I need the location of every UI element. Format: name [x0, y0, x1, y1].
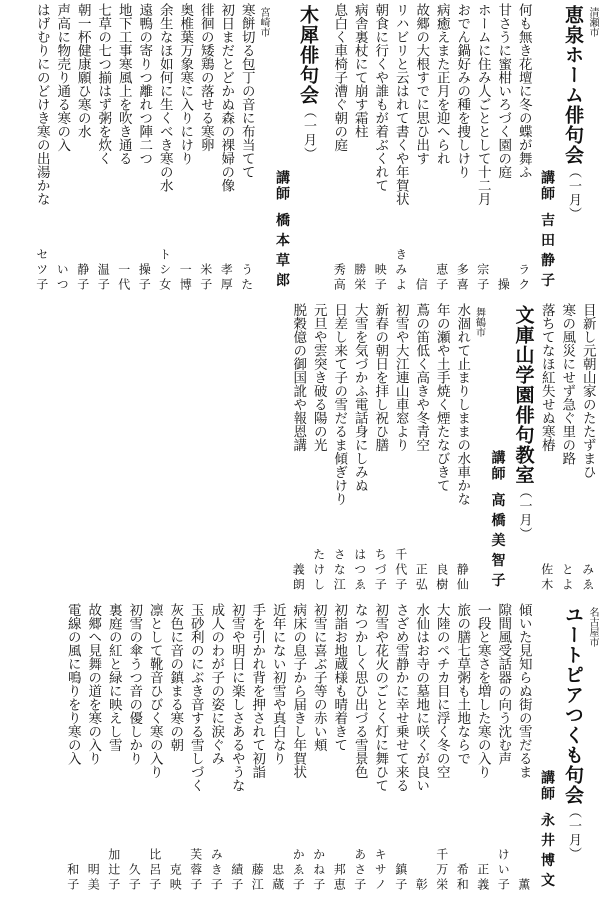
haiku-entry — [165, 603, 186, 893]
haiku-entry — [124, 603, 145, 893]
haiku-author: 藤江 — [250, 863, 265, 893]
haiku-entry — [350, 303, 371, 593]
haiku-author: 恵子 — [434, 263, 449, 293]
haiku-author: セツ子 — [34, 248, 49, 293]
haiku-entry — [52, 3, 73, 293]
haiku-author: 千代子 — [393, 548, 408, 593]
haiku-author: かゑ子 — [291, 848, 306, 893]
haiku-author: 温子 — [96, 263, 111, 293]
haiku-entry — [114, 3, 135, 293]
mokusei-region: 宮崎市 — [258, 7, 269, 37]
haiku-entry — [247, 603, 268, 893]
haiku-author: ラク — [516, 263, 531, 293]
haiku-text: 甘さうに蜜柑いろづく園の庭 — [495, 3, 512, 179]
haiku-author: 映子 — [373, 263, 388, 293]
haiku-entry — [268, 603, 289, 893]
haiku-author: 加辻子 — [106, 848, 121, 893]
haiku-text: 水涸れて止まりしままの水車かな — [454, 303, 471, 506]
haiku-text: おでん鍋好みの種を捜しけり — [454, 3, 471, 179]
haiku-text: 何も無き花壇に冬の蝶が舞ふ — [515, 3, 532, 179]
haiku-entry — [196, 3, 217, 293]
haiku-entry — [493, 3, 514, 293]
haiku-author: 義朗 — [291, 563, 306, 593]
haiku-text: はげむりにのどけき寒の出湯かな — [33, 3, 50, 206]
haiku-text: 朝一杯健康願ひ寒の水 — [74, 3, 91, 138]
section-gap — [55, 603, 63, 893]
haiku-author: あさ子 — [352, 848, 367, 893]
haiku-text: 故郷の大根すでに思ひ出す — [413, 3, 430, 165]
haiku-author: 孝厚 — [219, 263, 234, 293]
mokusei-title-month: （一月） — [301, 105, 316, 161]
haiku-author: とよ — [560, 563, 575, 593]
haiku-entry — [309, 603, 330, 893]
haiku-entry — [473, 603, 494, 893]
bunko-title-month: （一月） — [516, 485, 532, 541]
haiku-entry — [411, 3, 432, 293]
haiku-text: 灰色に音の鎮まる寒の朝 — [167, 603, 184, 752]
utopia-title-col — [560, 603, 586, 893]
mokusei-teacher-label: 講師 — [274, 170, 290, 203]
haiku-author: みき子 — [209, 848, 224, 893]
keisen-teacher-label: 講師 — [539, 170, 555, 203]
haiku-entry — [473, 3, 494, 293]
haiku-text: 余生なほ如何に生くべき寒の水 — [156, 3, 173, 192]
haiku-author: 操 — [496, 278, 511, 293]
haiku-text: 寒餅切る包丁の音に布当てて — [238, 3, 255, 179]
haiku-author: 忠蔵 — [270, 863, 285, 893]
haiku-text: 七草の七つ揃はず粥を炊く — [95, 3, 112, 165]
haiku-text: 初雪に喜ぶ子等の赤い頬 — [310, 603, 327, 752]
haiku-author: 勝栄 — [352, 263, 367, 293]
bunko-title-col — [511, 303, 537, 593]
haiku-entry — [557, 303, 578, 593]
haiku-author: 正弘 — [414, 563, 429, 593]
haiku-text: なつかしく思ひ出づる雪景色 — [351, 603, 368, 779]
haiku-text: 日差し来て子の雪だるま傾ぎけり — [331, 303, 348, 506]
haiku-author: 薫 — [516, 878, 531, 893]
haiku-entry — [227, 603, 248, 893]
bunko-section — [288, 303, 537, 595]
haiku-text: 凛として靴音ひびく寒の入り — [146, 603, 163, 779]
bunko-region: 舞鶴市 — [473, 307, 485, 337]
utopia-header — [534, 603, 598, 895]
bunko-teacher-col — [485, 303, 511, 593]
haiku-author: 米子 — [198, 263, 213, 293]
haiku-author: 比呂子 — [147, 848, 162, 893]
haiku-author: 久子 — [127, 863, 142, 893]
haiku-entry — [73, 3, 94, 293]
utopia-teacher — [534, 770, 560, 893]
haiku-text: 玉砂利のにぶき音する雪しづく — [187, 603, 204, 792]
haiku-entry — [391, 3, 412, 293]
haiku-author: 信 — [414, 278, 429, 293]
haiku-entry — [134, 3, 155, 293]
haiku-author: 佐木 — [539, 563, 554, 593]
haiku-author: 千万栄 — [434, 848, 449, 893]
haiku-author: 良樹 — [434, 563, 449, 593]
haiku-author: 多喜 — [455, 263, 470, 293]
haiku-entry — [104, 603, 125, 893]
haiku-entry — [288, 603, 309, 893]
section-gap — [321, 3, 329, 293]
haiku-author: キサノ — [373, 848, 388, 893]
haiku-author: 績子 — [229, 863, 244, 893]
haiku-entry — [329, 3, 350, 293]
haiku-entry — [237, 3, 258, 293]
haiku-entry — [32, 3, 53, 293]
haiku-entry — [206, 603, 227, 893]
bunko-teacher-name: 高橋美智子 — [489, 493, 506, 593]
haiku-text: 声高に物売り通る寒の入 — [54, 3, 71, 152]
haiku-author: トシ女 — [157, 248, 172, 293]
haiku-entry — [411, 303, 432, 593]
haiku-entry — [155, 3, 176, 293]
haiku-entry — [452, 3, 473, 293]
haiku-text: 初雪の傘うつ音の優しかり — [126, 603, 143, 765]
haiku-author: 希和 — [455, 863, 470, 893]
haiku-entry — [432, 303, 453, 593]
haiku-author: たけし — [311, 548, 326, 593]
mokusei-teacher — [269, 170, 295, 293]
haiku-author: けい子 — [496, 848, 511, 893]
haiku-entry — [83, 603, 104, 893]
haiku-text: 年の瀬や土手焼く煙たなびきて — [433, 303, 450, 492]
keisen-title-month: （一月） — [566, 165, 581, 221]
haiku-author: みゑ — [580, 563, 595, 593]
haiku-text: 息白く車椅子漕ぐ朝の庭 — [331, 3, 348, 152]
haiku-text: 隙間風受話器の向う沈む声 — [495, 603, 512, 765]
haiku-entry — [350, 3, 371, 293]
haiku-text: 病舎裏杖にて崩す霜柱 — [351, 3, 368, 138]
haiku-author: 一代 — [116, 263, 131, 293]
haiku-author: 明美 — [86, 863, 101, 893]
mokusei-title-col — [295, 3, 321, 293]
haiku-text: 朝食に行くや誰もが着ぶくれて — [372, 3, 389, 192]
haiku-author: かね子 — [311, 848, 326, 893]
haiku-author: 宗子 — [475, 263, 490, 293]
haiku-author: 操子 — [137, 263, 152, 293]
haiku-text: 寒の風災にせず急ぐ里の路 — [559, 303, 576, 465]
keisen-haiku-list — [329, 3, 534, 295]
haiku-text: 手を引かれ背を押されて初詣 — [249, 603, 266, 779]
mokusei-section — [32, 3, 322, 295]
haiku-entry — [93, 3, 114, 293]
haiku-text: 一段と寒さを増した寒の入り — [474, 603, 491, 779]
keisen-teacher-col — [534, 3, 560, 293]
haiku-entry — [411, 603, 432, 893]
keisen-teacher — [534, 170, 560, 293]
haiku-entry — [329, 303, 350, 593]
haiku-text: 初日まだとどかぬ森の裸婦の像 — [218, 3, 235, 192]
haiku-entry — [350, 603, 371, 893]
haiku-text: リハビリと云はれて書くや年賀状 — [392, 3, 409, 206]
haiku-author: 正義 — [475, 863, 490, 893]
haiku-text: 蔦の笛低く高きや冬青空 — [413, 303, 430, 452]
haiku-text: 遠鴨の寄りつ離れつ陣二つ — [136, 3, 153, 165]
keisen-section — [329, 3, 598, 295]
haiku-entry — [432, 3, 453, 293]
mokusei-haiku-list — [32, 3, 258, 295]
mokusei-title-text: 木犀俳句会 — [297, 5, 319, 105]
haiku-text: ホームに住み人ごととして十二月 — [474, 3, 491, 206]
haiku-entry — [578, 303, 599, 593]
haiku-text: 元旦や雲突き破る陽の光 — [310, 303, 327, 452]
haiku-entry — [309, 303, 330, 593]
haiku-entry — [452, 603, 473, 893]
haiku-text: 大雪を気づかふ電話身にしみぬ — [351, 303, 368, 492]
bunko-title — [511, 303, 537, 541]
haiku-author: さな江 — [332, 548, 347, 593]
haiku-entry — [175, 3, 196, 293]
haiku-text: 旅の膳七草粥も土地ならで — [454, 603, 471, 765]
utopia-region: 名古屋市 — [587, 607, 598, 647]
haiku-author: はつゑ — [352, 548, 367, 593]
haiku-text: 初雪や花火のごとく灯に舞ひて — [372, 603, 389, 792]
haiku-entry — [216, 3, 237, 293]
haiku-entry — [63, 603, 84, 893]
haiku-text: 初雪や明日に楽しさあるやうな — [228, 603, 245, 792]
utopia-haiku-list — [63, 603, 535, 895]
utopia-title-text: ユートピアつくも句会 — [562, 605, 584, 805]
haiku-entry — [370, 3, 391, 293]
haiku-author: 彰 — [414, 878, 429, 893]
haiku-text: 成人のわが子の姿に涙ぐみ — [208, 603, 225, 765]
mokusei-teacher-col — [269, 3, 295, 293]
bunko-haiku-list-1 — [288, 303, 473, 595]
haiku-text: さざめ雪静かに幸せ乗せて来る — [392, 603, 409, 792]
haiku-entry — [452, 303, 473, 593]
haiku-text: 電線の風に鳴りをり寒の入 — [64, 603, 81, 765]
haiku-text: 病癒えまた正月を迎へられ — [433, 3, 450, 165]
haiku-text: 傾いた見知らぬ街の雪だるま — [515, 603, 532, 779]
haiku-entry — [391, 603, 412, 893]
haiku-text: 水仙はお寺の墓地に咲くが良い — [413, 603, 430, 792]
keisen-title-text: 恵泉ホーム俳句会 — [562, 5, 584, 165]
utopia-section — [63, 603, 599, 895]
haiku-text: 落ちてなほ紅失せぬ寒椿 — [538, 303, 555, 452]
haiku-entry — [514, 3, 535, 293]
haiku-text: 地下工事寒風上を吹き通る — [115, 3, 132, 165]
bunko-teacher — [485, 450, 511, 593]
mokusei-teacher-name: 橋本草郎 — [274, 213, 290, 293]
haiku-text: 故郷へ見舞の道を寒の入り — [85, 603, 102, 765]
haiku-entry — [145, 603, 166, 893]
mokusei-title — [295, 3, 321, 161]
haiku-author: 秀高 — [332, 263, 347, 293]
keisen-title-col — [560, 3, 586, 293]
haiku-author: 静仙 — [455, 563, 470, 593]
haiku-author: 静子 — [75, 263, 90, 293]
haiku-author: 克映 — [168, 863, 183, 893]
haiku-entry — [537, 303, 558, 593]
utopia-teacher-col — [534, 603, 560, 893]
haiku-entry — [493, 603, 514, 893]
haiku-entry — [288, 303, 309, 593]
haiku-author: 邦恵 — [332, 863, 347, 893]
mokusei-header — [257, 3, 321, 295]
bunko-pre-haiku-list — [537, 303, 599, 595]
middle-band — [2, 303, 598, 595]
haiku-text: 奥椎葉万象寒に入りにけり — [177, 3, 194, 165]
bunko-header — [473, 303, 537, 595]
haiku-author: うた — [239, 263, 254, 293]
haiku-entry — [432, 603, 453, 893]
haiku-entry — [391, 303, 412, 593]
haiku-text: 大陸のペチカ目に浮く冬の空 — [433, 603, 450, 779]
haiku-text: 初詣お地蔵様も晴着きて — [331, 603, 348, 752]
haiku-author: 鎮子 — [393, 863, 408, 893]
keisen-header — [534, 3, 598, 295]
haiku-author: きみよ — [393, 248, 408, 293]
top-band — [2, 3, 598, 295]
utopia-title — [560, 603, 586, 861]
haiku-text: 近年にない初雪や真白なり — [269, 603, 286, 765]
keisen-teacher-name: 吉田静子 — [539, 213, 555, 293]
haiku-text: 初雪や大江連山車窓より — [392, 303, 409, 452]
keisen-title — [560, 3, 586, 221]
haiku-entry — [370, 303, 391, 593]
bottom-band — [2, 603, 598, 895]
haiku-author: 和子 — [65, 863, 80, 893]
bunko-teacher-label: 講師 — [489, 450, 506, 483]
bunko-title-text: 文庫山学園俳句教室 — [512, 305, 535, 485]
utopia-teacher-label: 講師 — [539, 770, 555, 803]
haiku-text: 新春の朝日を拝し祝ひ膳 — [372, 303, 389, 452]
haiku-entry — [186, 603, 207, 893]
utopia-title-month: （一月） — [566, 805, 581, 861]
haiku-text: 徘徊の矮鶏の落せる寒卵 — [197, 3, 214, 152]
utopia-teacher-name: 永井博文 — [539, 813, 555, 893]
keisen-region: 清瀬市 — [587, 7, 598, 37]
haiku-entry — [370, 603, 391, 893]
haiku-author: 一博 — [178, 263, 193, 293]
haiku-text: 目新し元朝山家のたたずまひ — [579, 303, 596, 479]
haiku-author: ちづ子 — [373, 548, 388, 593]
haiku-author: 芙蓉子 — [188, 848, 203, 893]
haiku-text: 裏庭の紅と緑に映えし雪 — [105, 603, 122, 752]
haiku-author: いつ — [55, 263, 70, 293]
haiku-entry — [514, 603, 535, 893]
haiku-entry — [329, 603, 350, 893]
haiku-text: 脱穀億の御国訛や報恩講 — [290, 303, 307, 452]
haiku-text: 病床の息子から届きし年賀状 — [290, 603, 307, 779]
